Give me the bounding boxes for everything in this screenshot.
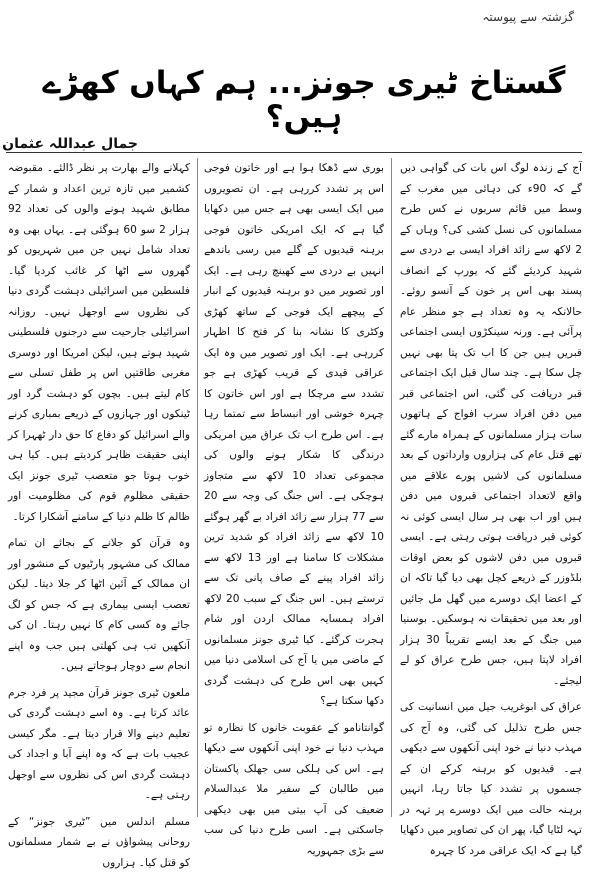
column-2-paragraph-1: بوری سے ڈھکا ہوا ہے اور خاتون فوجی اس پر تشدد کررہی ہے۔ ان تصویروں میں ایک ایسی بھی ہے جس میں دکھایا گیا ہے کہ ایک امریکی خاتون فوجی برہنہ قیدیوں کے گلے میں رسی باندھے انہیں بے دردی سے کھینچ رہی ہے۔ ایک اور تصویر میں دو برہنہ قیدیوں کے انبار کے پیچھے ایک فوجی کے ساتھ کھڑی وکٹری کا نشانہ بنا کر فتح کا اظہار کررہی ہے۔ ایک اور تصویر میں وہ ایک عراقی قیدی کے قریب کھڑی ہے جو تشدد سے مرچکا ہے اور اس خاتون کا چہرہ خوشی اور انبساط سے تمتما رہا ہے۔ اس طرح اب تک عراق میں امریکی درندگی کا شکار ہونے والوں کی مجموعی تعداد 10 لاکھ سے متجاوز ہوچکی ہے۔ اس جنگ کی وجہ سے 20 سے 77 ہزار سے زائد افراد بے گھر ہوگئے 10 لاکھ سے زائد افراد کو شدید ترین مشکلات کا سامنا ہے اور 13 لاکھ سے زائد افراد پینے کے صاف پانی تک سے ترستے ہیں۔ اس جنگ کے سبب 20 لاکھ افراد ہمسایہ ممالک اردن اور شام ہجرت کرگئے۔ کیا ٹیری جونز مسلمانوں کے ماضی میں یا آج کی اسلامی دنیا میں کہیں بھی اس طرح کی دہشت گردی دکھا سکتا ہے؟ xyxy=(204,158,384,712)
column-2-paragraph-2: گوانتانامو کے عقوبت خانوں کا نظارہ تو مہذب دنیا نے خود اپنی آنکھوں سے دیکھا ہے۔ اس کی ہلکی سی جھلک پاکستان میں طالبان کے سفیر ملا عبدالسلام ضعیف کی آپ بیتی میں بھی دیکھی جاسکتی ہے۔ اسی طرح دنیا کی سب سے بڑی جمہوریہ xyxy=(204,718,384,862)
column-1-paragraph-1: آج کے زندہ لوگ اس بات کی گواہی دیں گے کہ 90ء کی دہائی میں مغرب کے وسط میں قائم سربوں نے کس طرح مسلمانوں کی نسل کشی کی؟ وہاں کے 2 لاکھ سے زائد افراد ایسی بے دردی سے شہید کردیئے گئے کہ یورپ کے انصاف پسند بھی اس پر خون کے آنسو روئے۔ حالانکہ یہ وہ تعداد ہے جو منظر عام پرآئی ہے۔ ورنہ سینکڑوں ایسی اجتماعی قبریں ہیں جن کا اب تک پتا بھی نہیں چل سکا ہے۔ چند سال قبل ایک اجتماعی قبر دریافت کی گئی، اس اجتماعی قبر میں دفن افراد سرب افواج کے ہاتھوں سات ہزار مسلمانوں کے ہمراہ مارے گئے تھے قتل عام کی ہزاروں وارداتوں کے بعد مسلمانوں کی لاشیں پورے علاقے میں واقع لاتعداد اجتماعی قبروں میں دفن ہیں اور اب بھی ہر سال ایسی کوئی نہ کوئی قبر دریافت ہوتی رہتی ہے۔ ایسی قبروں میں دفن لاشوں کو بعض اوقات بلڈوزر کے ذریعے کچل بھی دیا گیا تاکہ ان کے اعضا ایک دوسرے میں گھل مل جائیں اور بعد میں تحقیقات نہ ہوسکیں۔ بوسنیا میں جنگ کے بعد ایسے تقریباً 30 ہزار افراد لاپتا ہیں، جس طرح عراق کو لے لیجئے۔ xyxy=(400,158,582,691)
author-byline: جمال عبداللہ عثمان xyxy=(2,136,138,152)
column-3-paragraph-2: وہ قرآن کو جلانے کے بجائے ان تمام ممالک کی مشہور پارٹیوں کے منشور اور ان ممالک کے آئین اٹھا کر جلا دیتا۔ لیکن تعصب ایسی بیماری ہے کہ جس کو لگ جائے وہ کسی کام کا نہیں رہتا۔ ان کی آنکھیں تب ہی کھلتی ہیں جب وہ اپنے انجام سے دوچار ہوجاتے ہیں۔ xyxy=(8,533,190,677)
column-divider-1 xyxy=(391,158,392,817)
column-1-paragraph-2: عراق کی ابوغریب جیل میں انسانیت کی جس طرح تذلیل کی گئی، وہ آج کی مہذب دنیا نے خود اپنی آنکھوں سے دیکھی ہے۔ قیدیوں کو برہنہ کرکے ان کے جسموں پر تشدد کیا جاتا رہا، انہیں برہنہ حالت میں ایک دوسرے پر تہہ در تہہ لٹایا گیا، پھر ان کی تصاویر میں دکھایا گیا ہے کہ ایک عراقی مرد کا چہرہ xyxy=(400,697,582,861)
text-column-1 xyxy=(400,158,582,823)
headline-divider xyxy=(6,152,582,153)
article-headline: گستاخ ٹیری جونز... ہم کہاں کھڑے ہیں؟ xyxy=(30,66,578,134)
text-column-3 xyxy=(8,158,190,823)
continuation-kicker: گزشتہ سے پیوستہ xyxy=(482,10,574,24)
column-3-paragraph-1: کہلانے والے بھارت پر نظر ڈالئے۔ مقبوضہ کشمیر میں تازہ ترین اعداد و شمار کے مطابق شہید ہونے والوں کی تعداد 92 ہزار 2 سو 60 ہوگئی ہے۔ یہاں بھی وہ تعداد شامل نہیں جن میں شہریوں کو گھروں سے اٹھا کر غائب کردیا گیا۔ فلسطین میں اسرائیلی دہشت گردی دنیا کی نظروں سے اوجھل نہیں۔ روزانہ اسرائیلی جارحیت سے درجنوں فلسطینی شہید ہوتے ہیں، لیکن امریکا اور دوسری مغربی طاقتیں اس پر طفل تسلی سے کام لیتے ہیں۔ بچوں کو دہشت گرد اور ٹینکوں اور جہازوں کے ذریعے بمباری کرنے والے اسرائیل کو دفاع کا حق دار ٹھہرا کر اپنی حقیقت ظاہر کردیتے ہیں۔ کیا ہی خوب ہوتا جو متعصب ٹیری جونز ایک حقیقی مظلوم قوم کی مظلومیت اور ظالم کا ظلم دنیا کے سامنے آشکارا کرتا۔ xyxy=(8,158,190,527)
text-column-2 xyxy=(204,158,384,823)
column-3-paragraph-3: ملعون ٹیری جونز قرآن مجید پر فرد جرم عائد کرتا ہے۔ وہ اسے دہشت گردی کی تعلیم دینے والا قرار دیتا ہے۔ مگر کیسی عجیب بات ہے کہ وہ اپنے آبا و اجداد کی دہشت گردی اس کی نظروں سے اوجھل رہتی ہے۔ xyxy=(8,683,190,806)
column-divider-2 xyxy=(197,158,198,817)
column-3-paragraph-4: مسلم اندلس میں ”ٹیری جونز“ کے روحانی پیشواؤں نے بے شمار مسلمانوں کو قتل کیا۔ ہزاروں xyxy=(8,812,190,873)
